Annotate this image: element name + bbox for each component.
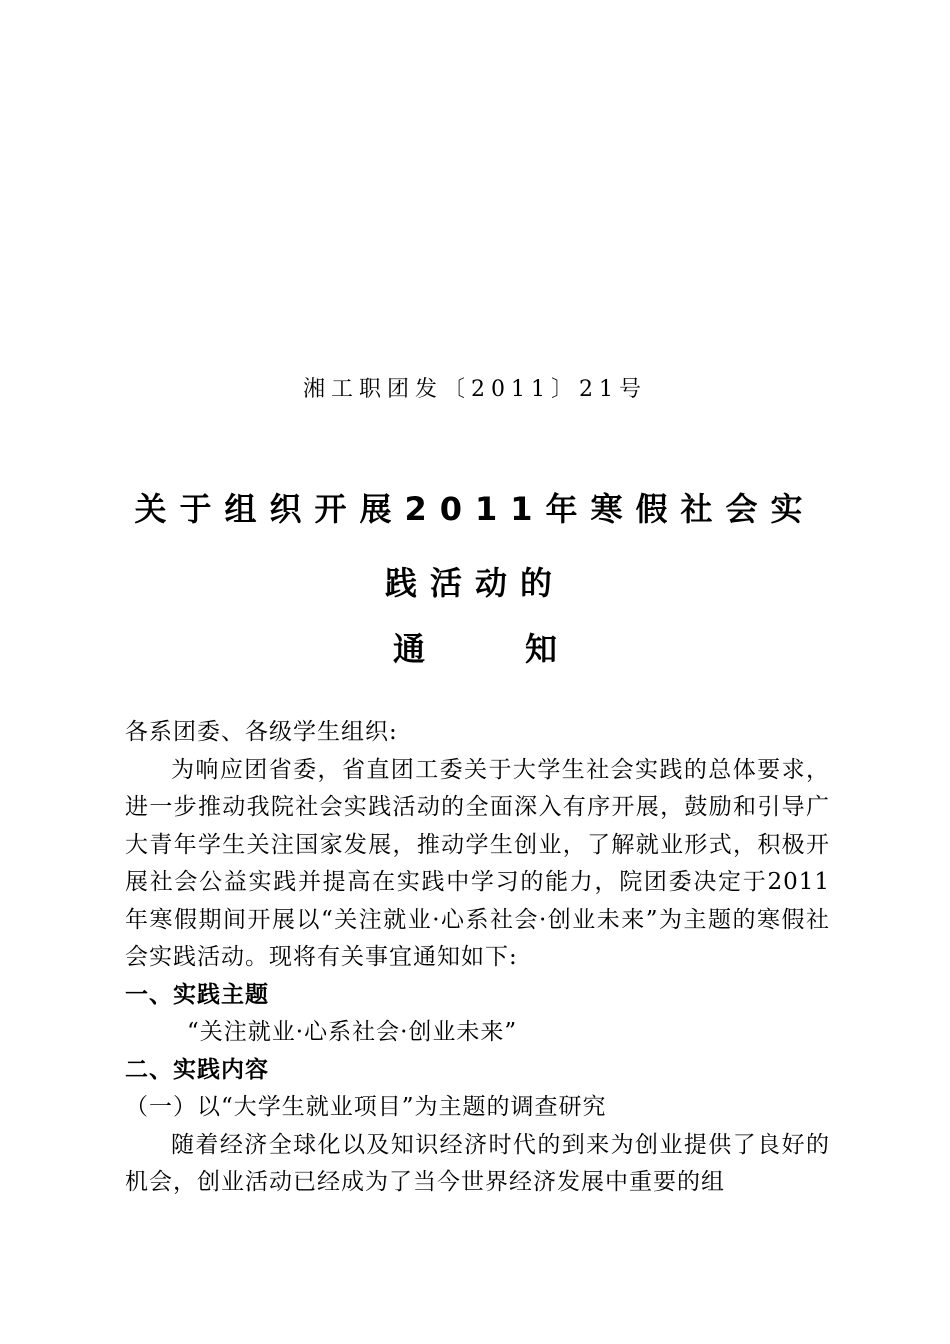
intro-paragraph: 为响应团省委，省直团工委关于大学生社会实践的总体要求，进一步推动我院社会实践活动的全面深入有序开展，鼓励和引导广大青年学生关注国家发展，推动学生创业，了解就业形式，积极开展社会公益实践并提高在实践中学习的能力，院团委决定于2011年寒假期间开展以“关注就业·心系社会·创业未来”为主题的寒假社会实践活动。现将有关事宜通知如下:: [125, 756, 830, 970]
title-line-2: 践活动的: [384, 564, 565, 602]
title-line-1: 关于组织开展2011年寒假社会实: [134, 490, 816, 528]
title-notice-char-2: 知: [525, 630, 558, 668]
section-heading-theme: 一、实践主题: [125, 981, 269, 1008]
theme-text: “关注就业·心系社会·创业未来”: [187, 1019, 518, 1045]
subsection-paragraph: 随着经济全球化以及知识经济时代的到来为创业提供了良好的机会，创业活动已经成为了当今世界经济发展中重要的组: [125, 1131, 830, 1195]
document-number: 湘工职团发〔2011〕21号: [303, 377, 647, 402]
subsection-heading: （一）以“大学生就业项目”为主题的调查研究: [125, 1094, 607, 1120]
section-heading-content: 二、实践内容: [125, 1056, 269, 1083]
salutation: 各系团委、各级学生组织:: [125, 719, 398, 745]
title-line-3: [0, 624, 950, 670]
title-notice-char-1: 通: [392, 630, 425, 668]
document-body: [125, 714, 830, 1202]
